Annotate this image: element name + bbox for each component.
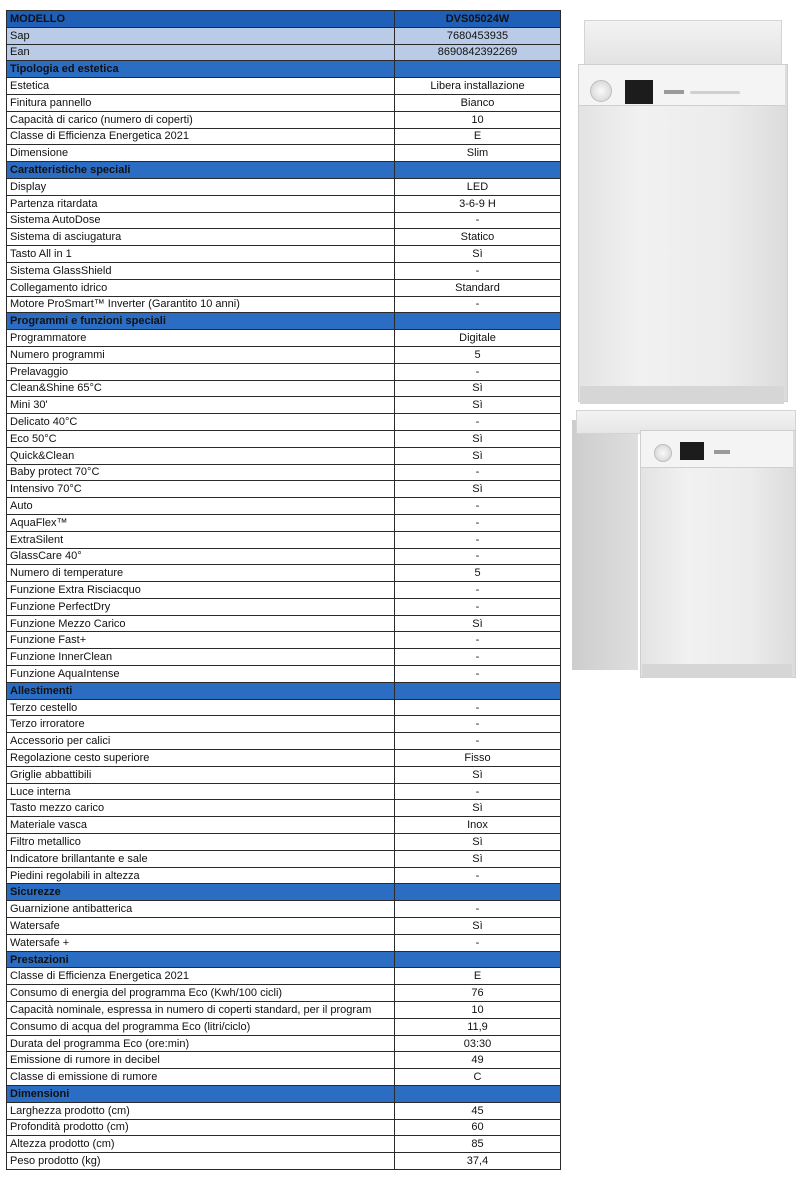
spec-value: -	[395, 716, 561, 733]
spec-label: Sistema di asciugatura	[7, 229, 395, 246]
spec-value: -	[395, 666, 561, 683]
spec-label: Terzo irroratore	[7, 716, 395, 733]
spec-value: 49	[395, 1052, 561, 1069]
spec-value: -	[395, 514, 561, 531]
spec-row	[7, 481, 561, 498]
section-header-blank	[395, 682, 561, 699]
spec-value: -	[395, 632, 561, 649]
spec-row	[7, 901, 561, 918]
spec-value: 5	[395, 565, 561, 582]
spec-label: Classe di Efficienza Energetica 2021	[7, 128, 395, 145]
section-header	[7, 61, 561, 78]
spec-label: Auto	[7, 498, 395, 515]
spec-value: -	[395, 212, 561, 229]
spec-label: AquaFlex™	[7, 514, 395, 531]
spec-label: Display	[7, 178, 395, 195]
spec-label: Classe di Efficienza Energetica 2021	[7, 968, 395, 985]
display-screen	[625, 80, 653, 104]
spec-row	[7, 649, 561, 666]
spec-row	[7, 145, 561, 162]
spec-label: Luce interna	[7, 783, 395, 800]
spec-value: Sì	[395, 615, 561, 632]
section-header	[7, 884, 561, 901]
spec-row	[7, 1035, 561, 1052]
spec-row	[7, 699, 561, 716]
spec-value: Inox	[395, 817, 561, 834]
brand-logo	[664, 90, 684, 94]
spec-label: GlassCare 40°	[7, 548, 395, 565]
spec-value: 5	[395, 346, 561, 363]
spec-value: Sì	[395, 800, 561, 817]
dishwasher-base	[642, 664, 792, 678]
display-screen	[680, 442, 704, 460]
spec-row	[7, 195, 561, 212]
spec-label: Tasto All in 1	[7, 246, 395, 263]
dishwasher-base	[580, 386, 784, 404]
spec-row	[7, 447, 561, 464]
ean-label: Ean	[7, 44, 395, 61]
spec-label: Collegamento idrico	[7, 279, 395, 296]
spec-value: Slim	[395, 145, 561, 162]
spec-row	[7, 346, 561, 363]
spec-value: Sì	[395, 246, 561, 263]
spec-value: Bianco	[395, 94, 561, 111]
ean-value: 8690842392269	[395, 44, 561, 61]
model-label: MODELLO	[7, 11, 395, 28]
spec-row	[7, 1002, 561, 1019]
spec-value: -	[395, 598, 561, 615]
program-knob-icon	[590, 80, 612, 102]
spec-label: Durata del programma Eco (ore:min)	[7, 1035, 395, 1052]
section-title: Tipologia ed estetica	[7, 61, 395, 78]
spec-value: -	[395, 464, 561, 481]
spec-row	[7, 666, 561, 683]
section-title: Prestazioni	[7, 951, 395, 968]
spec-value: -	[395, 783, 561, 800]
spec-row	[7, 1069, 561, 1086]
spec-value: -	[395, 531, 561, 548]
spec-row	[7, 783, 561, 800]
spec-value: Digitale	[395, 330, 561, 347]
spec-label: Clean&Shine 65°C	[7, 380, 395, 397]
spec-row	[7, 178, 561, 195]
spec-label: Intensivo 70°C	[7, 481, 395, 498]
ean-row	[7, 44, 561, 61]
spec-value: Sì	[395, 850, 561, 867]
spec-row	[7, 1102, 561, 1119]
spec-label: Peso prodotto (kg)	[7, 1153, 395, 1170]
spec-label: Sistema GlassShield	[7, 262, 395, 279]
spec-label: Numero programmi	[7, 346, 395, 363]
spec-value: -	[395, 296, 561, 313]
section-title: Caratteristiche speciali	[7, 162, 395, 179]
sap-value: 7680453935	[395, 27, 561, 44]
spec-row	[7, 330, 561, 347]
spec-row	[7, 212, 561, 229]
spec-label: Estetica	[7, 78, 395, 95]
spec-row	[7, 968, 561, 985]
brand-logo	[714, 450, 730, 454]
spec-label: Consumo di acqua del programma Eco (litri/ciclo)	[7, 1018, 395, 1035]
spec-value: -	[395, 498, 561, 515]
spec-row	[7, 279, 561, 296]
spec-label: Numero di temperature	[7, 565, 395, 582]
spec-row	[7, 867, 561, 884]
spec-row	[7, 1136, 561, 1153]
spec-row	[7, 498, 561, 515]
spec-value: -	[395, 649, 561, 666]
section-header	[7, 1086, 561, 1103]
spec-value: Libera installazione	[395, 78, 561, 95]
spec-value: E	[395, 968, 561, 985]
dishwasher-side	[572, 420, 638, 670]
spec-value: -	[395, 548, 561, 565]
spec-label: Mini 30'	[7, 397, 395, 414]
spec-label: Funzione Extra Risciacquo	[7, 582, 395, 599]
spec-value: -	[395, 414, 561, 431]
spec-label: Eco 50°C	[7, 430, 395, 447]
spec-row	[7, 531, 561, 548]
section-header-blank	[395, 884, 561, 901]
dishwasher-body	[578, 64, 788, 402]
section-header-blank	[395, 162, 561, 179]
spec-row	[7, 918, 561, 935]
spec-label: Profondità prodotto (cm)	[7, 1119, 395, 1136]
spec-table-body	[7, 11, 561, 1170]
section-header	[7, 162, 561, 179]
spec-label: Griglie abbattibili	[7, 766, 395, 783]
spec-value: Sì	[395, 430, 561, 447]
section-header	[7, 313, 561, 330]
dishwasher-top	[584, 20, 782, 66]
dishwasher-front-image	[578, 20, 788, 408]
spec-value: 11,9	[395, 1018, 561, 1035]
spec-label: Tasto mezzo carico	[7, 800, 395, 817]
spec-label: Filtro metallico	[7, 834, 395, 851]
section-title: Sicurezze	[7, 884, 395, 901]
spec-row	[7, 514, 561, 531]
spec-label: ExtraSilent	[7, 531, 395, 548]
spec-value: 10	[395, 111, 561, 128]
spec-value: -	[395, 699, 561, 716]
spec-label: Finitura pannello	[7, 94, 395, 111]
spec-label: Indicatore brillantante e sale	[7, 850, 395, 867]
spec-label: Programmatore	[7, 330, 395, 347]
spec-label: Terzo cestello	[7, 699, 395, 716]
spec-label: Delicato 40°C	[7, 414, 395, 431]
spec-value: -	[395, 582, 561, 599]
section-header	[7, 682, 561, 699]
spec-row	[7, 1018, 561, 1035]
section-title: Programmi e funzioni speciali	[7, 313, 395, 330]
spec-label: Larghezza prodotto (cm)	[7, 1102, 395, 1119]
spec-row	[7, 296, 561, 313]
spec-value: -	[395, 363, 561, 380]
spec-label: Watersafe +	[7, 934, 395, 951]
section-header-blank	[395, 61, 561, 78]
spec-value: Statico	[395, 229, 561, 246]
spec-value: Sì	[395, 918, 561, 935]
spec-value: -	[395, 262, 561, 279]
spec-value: -	[395, 934, 561, 951]
model-value: DVS05024W	[395, 11, 561, 28]
spec-label: Funzione PerfectDry	[7, 598, 395, 615]
spec-value: Standard	[395, 279, 561, 296]
spec-value: Sì	[395, 447, 561, 464]
spec-row	[7, 229, 561, 246]
spec-row	[7, 750, 561, 767]
spec-label: Prelavaggio	[7, 363, 395, 380]
spec-value: 37,4	[395, 1153, 561, 1170]
spec-value: Fisso	[395, 750, 561, 767]
spec-label: Baby protect 70°C	[7, 464, 395, 481]
spec-row	[7, 817, 561, 834]
spec-value: C	[395, 1069, 561, 1086]
program-knob-icon	[654, 444, 672, 462]
spec-label: Watersafe	[7, 918, 395, 935]
spec-label: Consumo di energia del programma Eco (Kwh/100 cicli)	[7, 985, 395, 1002]
spec-row	[7, 834, 561, 851]
spec-label: Funzione AquaIntense	[7, 666, 395, 683]
spec-row	[7, 800, 561, 817]
section-header	[7, 951, 561, 968]
door-handle	[690, 91, 740, 94]
spec-row	[7, 985, 561, 1002]
spec-row	[7, 380, 561, 397]
spec-label: Materiale vasca	[7, 817, 395, 834]
spec-row	[7, 548, 561, 565]
spec-label: Sistema AutoDose	[7, 212, 395, 229]
spec-row	[7, 850, 561, 867]
spec-label: Funzione InnerClean	[7, 649, 395, 666]
spec-label: Funzione Mezzo Carico	[7, 615, 395, 632]
spec-label: Emissione di rumore in decibel	[7, 1052, 395, 1069]
section-title: Allestimenti	[7, 682, 395, 699]
spec-row	[7, 1052, 561, 1069]
spec-value: Sì	[395, 380, 561, 397]
spec-row	[7, 565, 561, 582]
spec-value: 76	[395, 985, 561, 1002]
dishwasher-angled-image	[568, 410, 796, 690]
spec-label: Guarnizione antibatterica	[7, 901, 395, 918]
spec-value: E	[395, 128, 561, 145]
spec-row	[7, 464, 561, 481]
spec-label: Dimensione	[7, 145, 395, 162]
spec-row	[7, 94, 561, 111]
spec-label: Quick&Clean	[7, 447, 395, 464]
spec-label: Piedini regolabili in altezza	[7, 867, 395, 884]
spec-value: Sì	[395, 766, 561, 783]
section-header-blank	[395, 951, 561, 968]
spec-label: Classe di emissione di rumore	[7, 1069, 395, 1086]
spec-row	[7, 615, 561, 632]
spec-label: Regolazione cesto superiore	[7, 750, 395, 767]
spec-value: -	[395, 901, 561, 918]
sap-label: Sap	[7, 27, 395, 44]
spec-value: 85	[395, 1136, 561, 1153]
spec-row	[7, 111, 561, 128]
spec-value: Sì	[395, 481, 561, 498]
sap-row	[7, 27, 561, 44]
spec-value: 45	[395, 1102, 561, 1119]
spec-label: Capacità nominale, espressa in numero di coperti standard, per il program	[7, 1002, 395, 1019]
section-header-blank	[395, 313, 561, 330]
spec-value: Sì	[395, 834, 561, 851]
spec-value: 03:30	[395, 1035, 561, 1052]
spec-row	[7, 632, 561, 649]
model-header-row	[7, 11, 561, 28]
section-header-blank	[395, 1086, 561, 1103]
spec-label: Capacità di carico (numero di coperti)	[7, 111, 395, 128]
spec-row	[7, 397, 561, 414]
spec-value: Sì	[395, 397, 561, 414]
spec-row	[7, 1119, 561, 1136]
spec-label: Funzione Fast+	[7, 632, 395, 649]
spec-table	[6, 10, 561, 1170]
spec-row	[7, 128, 561, 145]
spec-row	[7, 430, 561, 447]
spec-value: -	[395, 733, 561, 750]
spec-row	[7, 766, 561, 783]
spec-value: 60	[395, 1119, 561, 1136]
spec-row	[7, 246, 561, 263]
spec-row	[7, 934, 561, 951]
spec-value: -	[395, 867, 561, 884]
spec-row	[7, 1153, 561, 1170]
spec-row	[7, 78, 561, 95]
spec-value: 10	[395, 1002, 561, 1019]
spec-row	[7, 716, 561, 733]
spec-row	[7, 414, 561, 431]
spec-label: Accessorio per calici	[7, 733, 395, 750]
spec-label: Motore ProSmart™ Inverter (Garantito 10 anni)	[7, 296, 395, 313]
spec-row	[7, 262, 561, 279]
spec-value: 3-6-9 H	[395, 195, 561, 212]
spec-value: LED	[395, 178, 561, 195]
spec-label: Partenza ritardata	[7, 195, 395, 212]
spec-row	[7, 733, 561, 750]
spec-row	[7, 598, 561, 615]
spec-row	[7, 582, 561, 599]
section-title: Dimensioni	[7, 1086, 395, 1103]
spec-label: Altezza prodotto (cm)	[7, 1136, 395, 1153]
spec-row	[7, 363, 561, 380]
